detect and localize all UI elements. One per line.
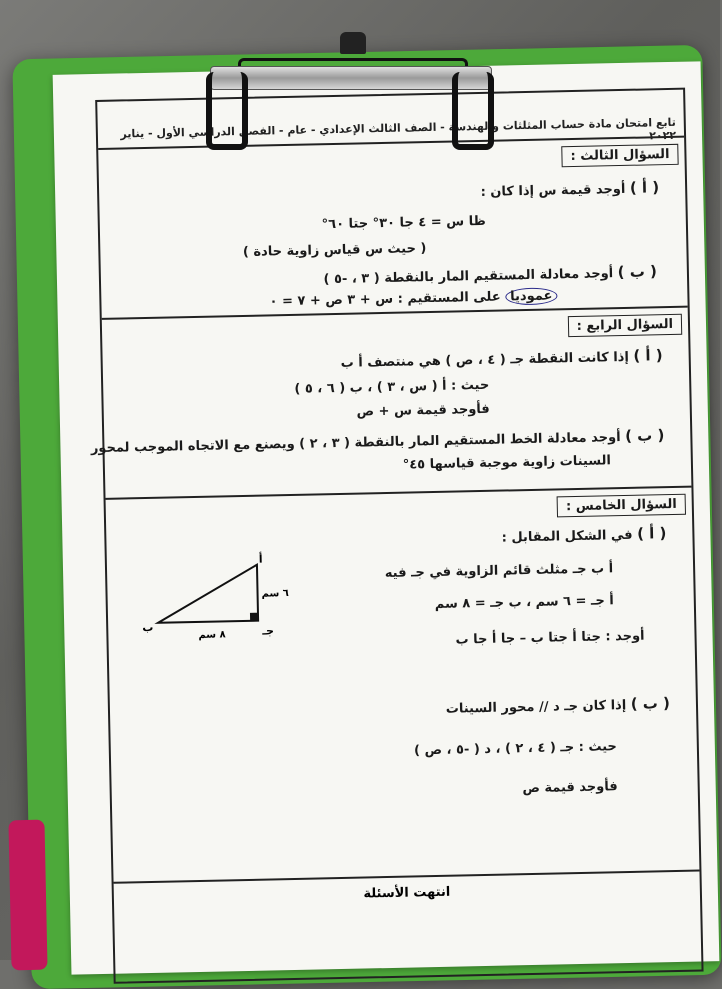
q5-a-line1: أ ب جـ مثلث قائم الزاوية في جـ فيه: [384, 561, 614, 582]
clip-right-arm: [452, 72, 494, 150]
vertex-a-label: أ: [258, 552, 263, 566]
q5-b-label: ( ب ): [630, 694, 671, 713]
question-3: [98, 138, 687, 320]
q5-a-line: [501, 524, 666, 545]
q4-b-label: ( ب ): [624, 426, 665, 445]
q3-a-line: [480, 178, 659, 200]
q4-b-line: [91, 426, 665, 456]
vertex-c-label: جـ: [262, 624, 275, 638]
q4-a-line: [340, 346, 662, 371]
triangle-shape: [157, 565, 258, 623]
q5-b-text: إذا كان جـ د // محور السينات: [445, 698, 627, 717]
q4-b-text1: أوجد معادلة الخط المستقيم المار بالنقطة ( ٣ ، ٢ ) ويصنع مع الاتجاه الموجب لمحور: [90, 430, 621, 457]
question-4: [90, 308, 692, 500]
q3-b-line2: [269, 288, 557, 309]
q5-a-text: في الشكل المقابل :: [501, 527, 633, 546]
q4-a-find: فأوجد قيمة س + ص: [356, 401, 490, 420]
q5-a-line3: أوجد : جتا أ جتا ب – جا أ جا ب: [455, 628, 645, 648]
right-angle-marker: [250, 613, 258, 621]
q5-b-find: فأوجد قيمة ص: [522, 779, 618, 797]
end-of-questions: انتهت الأسئلة: [363, 884, 451, 902]
q4-a-label: ( أ ): [633, 346, 663, 365]
q3-b-text2: على المستقيم : س + ٣ ص + ٧ = ٠: [269, 289, 501, 310]
side-bc-label: ٨ سم: [198, 629, 226, 641]
q3-b-line: [323, 262, 657, 287]
right-triangle-figure: [127, 552, 289, 655]
vertex-b-label: ب: [142, 620, 154, 635]
clipboard-pink-edge: [8, 820, 47, 971]
q3-a-text: أوجد قيمة س إذا كان :: [480, 181, 626, 200]
exam-paper: [53, 61, 720, 974]
q3-a-label: ( أ ): [629, 178, 660, 197]
q5-a-label: ( أ ): [636, 524, 667, 543]
q3-b-circled-word: عموديا: [505, 287, 558, 305]
question-5-title: السؤال الخامس :: [557, 494, 686, 518]
clip-knob: [340, 32, 366, 54]
q3-b-text1: أوجد معادلة المستقيم المار بالنقطة ( ٣ ، -٥ ): [323, 266, 614, 288]
q4-b-text2: السينات زاوية موجبة قياسها ٤٥°: [402, 453, 612, 473]
clip-bar: [210, 66, 492, 90]
question-4-title: السؤال الرابع :: [567, 314, 682, 337]
q3-a-condition: ( حيث س قياس زاوية حادة ): [242, 241, 427, 260]
q5-b-line: [446, 694, 671, 717]
question-3-title: السؤال الثالث :: [561, 144, 678, 167]
q4-a-text: إذا كانت النقطة جـ ( ٤ ، ص ) هي منتصف أ ب: [340, 349, 630, 371]
side-ac-label: ٦ سم: [261, 588, 289, 600]
clip-left-arm: [206, 72, 248, 150]
exam-frame: [90, 88, 703, 984]
question-5: [106, 488, 700, 884]
header-text: تابع امتحان مادة حساب المثلثات والهندسة - الصف الثالث الإعدادي - عام - الفصل الدراسي الأول - يناير ٢٠٢٢: [120, 115, 677, 143]
q3-a-equation: ظا س = ٤ جا ٣٠° جتا ٦٠°: [321, 213, 486, 233]
clipboard-clip: [202, 60, 498, 144]
q5-b-where: حيث : جـ ( ٤ ، ٢ ) ، د ( -٥ ، ص ): [413, 739, 617, 759]
q5-a-line2: أ جـ = ٦ سم ، ب جـ = ٨ سم: [434, 593, 614, 612]
q3-b-label: ( ب ): [617, 262, 658, 282]
q4-a-where: حيث : أ ( س ، ٣ ) ، ب ( ٦ ، ٥ ): [294, 377, 490, 397]
